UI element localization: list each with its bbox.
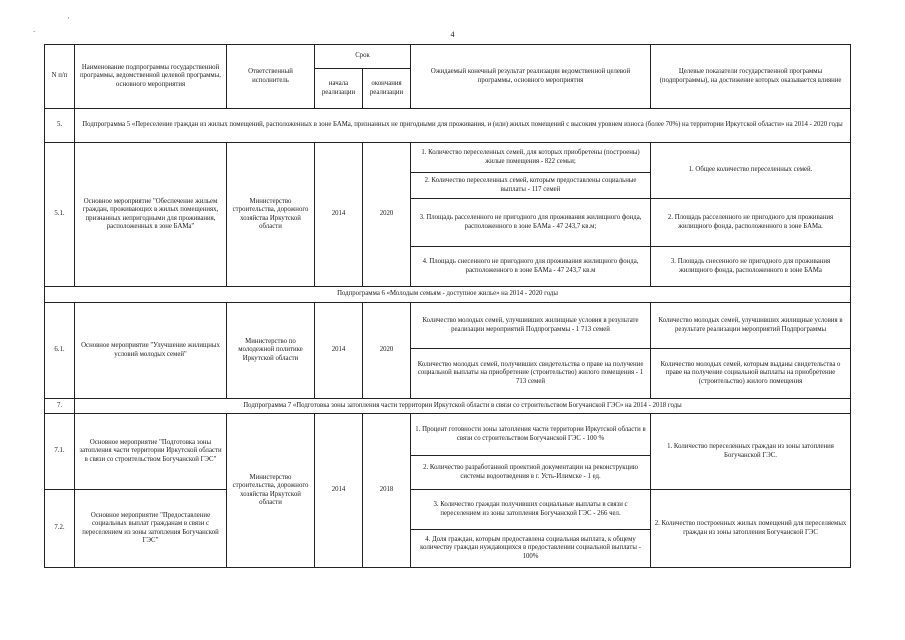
- header-term: Срок: [315, 45, 411, 69]
- subprogram-6-title: Подпрограмма 6 «Молодым семьям - доступное жилье» на 2014 - 2020 годы: [45, 287, 851, 303]
- row-6-1-result-2: Количество молодых семей, получивших свидетельства о праве на получение социальной выплаты на приобретение (строительство) жилого помещения - 1 713 семей: [411, 349, 651, 399]
- row-6-1-name: Основное мероприятие "Улучшение жилищных условий молодых семей": [75, 303, 227, 399]
- header-num: N п/п: [45, 45, 75, 109]
- header-result: Ожидаемый конечный результат реализации ведомственной целевой программы, основного мероприятия: [411, 45, 651, 109]
- row-6-1-executor: Министерство по молодежной политике Иркутской области: [227, 303, 315, 399]
- row-7-2-indicator: 2. Количество построенных жилых помещений для переселяемых граждан из зоны затопления Богучанской ГЭС: [651, 490, 851, 568]
- row-7-1-result-2: 2. Количество разработанной проектной документации на реконструкцию системы водоотведения в г. Усть-Илимске - 1 ед.: [411, 456, 651, 490]
- corner-mark: `: [33, 30, 36, 38]
- row-5-1-result-1: 1. Количество переселенных семей, для которых приобретены (построены) жилые помещения - 822 семьи;: [411, 143, 651, 173]
- row-5-1-name: Основное мероприятие "Обеспечение жильем граждан, проживающих в жилых помещениях, признанных непригодными для проживания, расположенных в зоне БАМа": [75, 143, 227, 287]
- row-5-1-result-3: 3. Площадь расселенного не пригодного для проживания жилищного фонда, расположенного в зоне БАМа - 47 243,7 кв.м;: [411, 199, 651, 247]
- subprogram-7-num: 7.: [45, 399, 75, 414]
- table-row: [45, 303, 851, 349]
- row-7-1-name: Основное мероприятие "Подготовка зоны затопления части территории Иркутской области в связи со строительством Богучанской ГЭС": [75, 414, 227, 490]
- row-6-1-result-1: Количество молодых семей, улучшивших жилищные условия в результате реализации мероприятий Подпрограммы - 1 713 семей: [411, 303, 651, 349]
- row-7-2-num: 7.2.: [45, 490, 75, 568]
- row-7-1-indicator: 1. Количество переселенных граждан из зоны затопления Богучанской ГЭС.: [651, 414, 851, 490]
- subprogram-7-title: Подпрограмма 7 «Подготовка зоны затопления части территории Иркутской области в связи со строительством Богучанской ГЭС» на 2014 - 2018 годы: [75, 399, 851, 414]
- header-indicators: Целевые показатели государственной программы (подпрограммы), на достижение которых оказывается влияние: [651, 45, 851, 109]
- row-5-1-result-2: 2. Количество переселенных семей, которым предоставлены социальные выплаты - 117 семей: [411, 173, 651, 199]
- row-5-1-start: 2014: [315, 143, 363, 287]
- row-5-1-end: 2020: [363, 143, 411, 287]
- subprogram-5-title: Подпрограмма 5 «Переселение граждан из жилых помещений, расположенных в зоне БАМа, признанных не пригодными для проживания, и (или) жилых помещений с высоким уровнем износа (более 70%) на территории Иркутской области» на 2014 - 2020 годы: [75, 109, 851, 143]
- row-5-1-num: 5.1.: [45, 143, 75, 287]
- row-5-1-executor: Министерство строительства, дорожного хозяйства Иркутской области: [227, 143, 315, 287]
- row-6-1-start: 2014: [315, 303, 363, 399]
- row-7-2-result-1: 3. Количество граждан получивших социальные выплаты в связи с переселением из зоны затопления Богучанской ГЭС - 266 чел.: [411, 490, 651, 530]
- row-7-executor: Министерство строительства, дорожного хозяйства Иркутской области: [227, 414, 315, 568]
- row-5-1-result-4: 4. Площадь снесенного не пригодного для проживания жилищного фонда, расположенного в зоне БАМа - 47 243,7 кв.м: [411, 247, 651, 287]
- top-mark: ': [68, 16, 70, 24]
- row-5-1-indicator-2: 2. Площадь расселенного не пригодного для проживания жилищного фонда, расположенного в зоне БАМа.: [651, 199, 851, 247]
- program-table: [44, 44, 851, 568]
- header-name: Наименование подпрограммы государственной программы, ведомственной целевой программы, основного мероприятия: [75, 45, 227, 109]
- table-row: [45, 414, 851, 456]
- header-end: окончания реализации: [363, 69, 411, 109]
- page-number: 4: [450, 30, 455, 39]
- row-7-2-result-2: 4. Доля граждан, которым предоставлена социальная выплата, к общему количеству граждан нуждающихся в предоставлении социальной выплаты - 100%: [411, 530, 651, 568]
- row-7-1-num: 7.1.: [45, 414, 75, 490]
- header-executor: Ответственный исполнитель: [227, 45, 315, 109]
- row-6-1-indicator-1: Количество молодых семей, улучшивших жилищные условия в результате реализации мероприятий Подпрограммы: [651, 303, 851, 349]
- subprogram-6-row: [45, 287, 851, 303]
- row-7-start: 2014: [315, 414, 363, 568]
- row-7-2-name: Основное мероприятие "Предоставление социальных выплат гражданам в связи с переселением из зоны затопления Богучанской ГЭС": [75, 490, 227, 568]
- row-6-1-end: 2020: [363, 303, 411, 399]
- subprogram-7-row: [45, 399, 851, 414]
- row-7-1-result-1: 1. Процент готовности зоны затопления части территории Иркутской области в связи со строительством Богучанской ГЭС - 100 %: [411, 414, 651, 456]
- row-7-end: 2018: [363, 414, 411, 568]
- header-start: начала реализации: [315, 69, 363, 109]
- row-5-1-indicator-1: 1. Общее количество переселенных семей.: [651, 143, 851, 199]
- header-row: [45, 45, 851, 69]
- subprogram-5-row: [45, 109, 851, 143]
- row-6-1-num: 6.1.: [45, 303, 75, 399]
- subprogram-5-num: 5.: [45, 109, 75, 143]
- table-row: [45, 143, 851, 173]
- table-row: [45, 490, 851, 530]
- row-6-1-indicator-2: Количество молодых семей, которым выданы свидетельства о праве на получение социальной выплаты на приобретение (строительство) жилого помещения: [651, 349, 851, 399]
- row-5-1-indicator-3: 3. Площадь снесенного не пригодного для проживания жилищного фонда, расположенного в зоне БАМа: [651, 247, 851, 287]
